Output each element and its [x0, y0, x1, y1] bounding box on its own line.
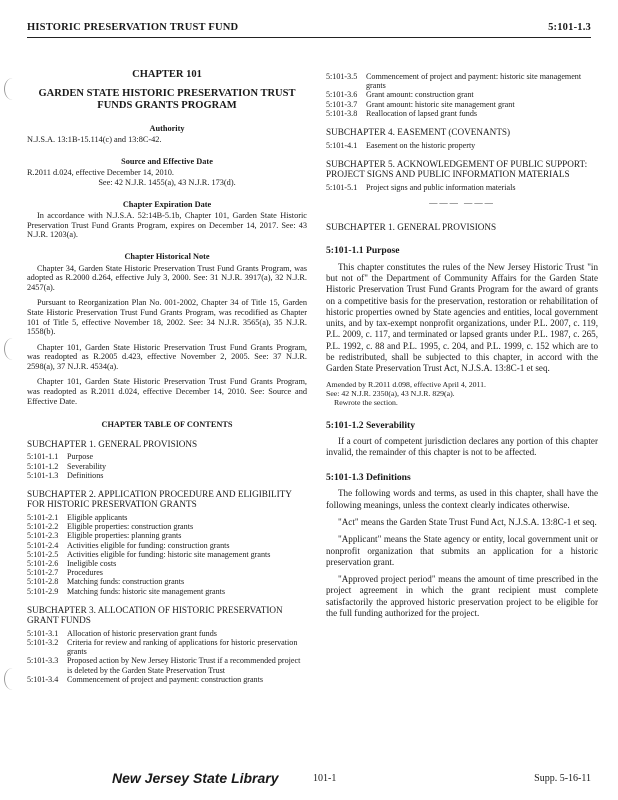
library-stamp: New Jersey State Library — [112, 770, 279, 786]
toc-entry[interactable]: 5:101-2.8 Matching funds: construction grants — [27, 577, 185, 587]
toc-subchapter-2-title: SUBCHAPTER 2. APPLICATION PROCEDURE AND ELIGIBILITY FOR HISTORIC PRESERVATION GRANTS — [27, 488, 292, 510]
history-para-3: Chapter 101, Garden State Historic Preservation Trust Fund Grants Program, was readopted as R.2005 d.423, effective November 2, 2005. See: 37 N.J.R. 2598(a), 37 N.J.R. 4534(a). — [27, 342, 307, 371]
right-column — [326, 48, 598, 619]
toc-entry[interactable]: 5:101-3.8 Reallocation of lapsed grant funds — [326, 108, 478, 118]
toc-entry[interactable]: 5:101-3.3 Proposed action by New Jersey Historic Trust if a recommended project is deleted by the Garden State Preservation Trust — [27, 656, 301, 675]
history-heading: Chapter Historical Note — [124, 251, 210, 261]
header-section: 5:101-1.3 — [548, 22, 591, 33]
toc-entry[interactable]: 5:101-3.1 Allocation of historic preservation grant funds — [27, 628, 217, 638]
header-title: HISTORIC PRESERVATION TRUST FUND — [27, 22, 239, 33]
definition-act: "Act" means the Garden State Trust Fund Act, N.J.S.A. 13:8C-1 et seq. — [338, 516, 597, 527]
source-heading: Source and Effective Date — [121, 156, 213, 166]
purpose-body — [326, 262, 598, 375]
chapter-number: CHAPTER 101 — [132, 69, 202, 80]
severability-heading: 5:101-1.2 Severability — [326, 419, 415, 431]
definitions-body — [326, 488, 598, 619]
toc-entry[interactable]: 5:101-4.1 Easement on the historic property — [326, 140, 476, 150]
history-para-1: Chapter 34, Garden State Historic Preservation Trust Fund Grants Program, was adopted as R.2000 d.264, effective July 3, 2000. See: 31 N.J.R. 3917(a), 32 N.J.R. 2457(a). — [27, 263, 307, 292]
chapter-name: GARDEN STATE HISTORIC PRESERVATION TRUST FUNDS GRANTS PROGRAM — [38, 87, 296, 111]
section-divider: ——— ——— — [429, 197, 495, 207]
amendment-note — [326, 380, 598, 407]
left-column — [27, 48, 307, 684]
severability-text: If a court of competent jurisdiction declares any portion of this chapter invalid, the remainder of this chapter is not to be affected. — [326, 436, 598, 458]
history-para-2: Pursuant to Reorganization Plan No. 001-2002, Chapter 34 of Title 15, Garden State Historic Preservation Trust Fund Grants Program, was recodified as Chapter 101 of Title 5, effective November 18, 2002. See: 34 N.J.R. 3565(a), 35 N.J.R. 1558(b). — [27, 298, 307, 337]
toc-heading: CHAPTER TABLE OF CONTENTS — [101, 420, 233, 430]
amendment-line-3: Rewrote the section. — [334, 397, 398, 407]
toc-entry[interactable]: 5:101-5.1 Project signs and public information materials — [326, 182, 516, 192]
expiration-text: In accordance with N.J.S.A. 52:14B-5.1b, Chapter 101, Garden State Historic Preservation Trust Fund Grants Program, expires on December 14, 2017. See: 43 N.J.R. 1203(a). — [27, 211, 307, 240]
hole-punch-mark — [4, 668, 21, 690]
definitions-intro: The following words and terms, as used in this chapter, shall have the following meanings, unless the context clearly indicates otherwise. — [326, 488, 598, 510]
authority-heading: Authority — [149, 123, 185, 133]
source-line-1: R.2011 d.024, effective December 14, 2010. — [27, 168, 174, 178]
toc-entry[interactable]: 5:101-2.4 Activities eligible for funding: construction grants — [27, 540, 230, 550]
toc-entry[interactable]: 5:101-3.2 Criteria for review and ranking of applications for historic preservation grants — [27, 637, 298, 657]
toc-entry[interactable]: 5:101-2.6 Ineligible costs — [27, 558, 117, 568]
toc-entry[interactable]: 5:101-3.6 Grant amount: construction grant — [326, 90, 474, 100]
purpose-text: This chapter constitutes the rules of the New Jersey Historic Trust "in but not of" the Department of Community Affairs for the Garden State Historic Preservation Trust Fund Grants Program for the award of grants on a competitive basis for the preservation, restoration or rehabilitation of historic properties owned by State agencies and entities, local government units, and by tax-exempt nonprofit organizations, under P.L. 2007, c. 119, P.L. 2009, c. 117, and terminated or lapsed grants under P.L. 1987, c. 265, P.L. 1992, c. 88 and P.L. 1995, c. 204, and P.L. 1999, c. 152 which are to be redistributed, shall be subjected to this chapter, in accord with the Garden State Preservation Trust Act, N.J.S.A. 13:8C-1 et seq. — [326, 261, 598, 374]
history-para-4: Chapter 101, Garden State Historic Preservation Trust Fund Grants Program, was readopted as R.2011 d.024, effective December 14, 2010. See: Source and Effective Date. — [27, 377, 307, 406]
toc-subchapter-4-list — [326, 141, 598, 150]
toc-entry[interactable]: 5:101-2.3 Eligible properties: planning grants — [27, 531, 182, 541]
hole-punch-mark — [4, 78, 21, 100]
toc-entry[interactable]: 5:101-3.7 Grant amount: historic site management grant — [326, 99, 515, 109]
toc-entry[interactable]: 5:101-2.7 Procedures — [27, 568, 103, 578]
definition-approved-project-period: "Approved project period" means the amount of time prescribed in the project agreement in which the grant recipient must complete satisfactorily the approved historic preservation project to be eligible for the full funding authorized for the project. — [326, 574, 598, 619]
toc-subchapter-1-list — [27, 452, 307, 480]
purpose-heading: 5:101-1.1 Purpose — [326, 245, 400, 257]
toc-entry[interactable]: 5:101-2.1 Eligible applicants — [27, 512, 128, 522]
toc-subchapter-5-list — [326, 183, 598, 192]
supplement-date: Supp. 5-16-11 — [534, 773, 591, 784]
page-number: 101-1 — [313, 773, 337, 784]
toc-subchapter-3-title: SUBCHAPTER 3. ALLOCATION OF HISTORIC PRESERVATION GRANT FUNDS — [27, 604, 283, 626]
toc-entry[interactable]: 5:101-2.5 Activities eligible for funding: historic site management grants — [27, 549, 271, 559]
page-footer — [27, 770, 591, 788]
toc-entry[interactable]: 5:101-3.4 Commencement of project and payment: construction grants — [27, 674, 263, 684]
toc-entry[interactable]: 5:101-1.2 Severability — [27, 461, 107, 471]
header-rule — [27, 37, 591, 38]
toc-entry[interactable]: 5:101-1.3 Definitions — [27, 470, 104, 480]
toc-subchapter-2-list — [27, 513, 307, 596]
toc-entry[interactable]: 5:101-2.9 Matching funds: historic site management grants — [27, 586, 226, 596]
toc-entry[interactable]: 5:101-2.2 Eligible properties: construction grants — [27, 522, 194, 532]
amendment-line-1: Amended by R.2011 d.098, effective April 4, 2011. — [326, 379, 486, 389]
toc-subchapter-3-continued — [326, 72, 598, 118]
toc-subchapter-1-title: SUBCHAPTER 1. GENERAL PROVISIONS — [27, 438, 198, 449]
toc-subchapter-3-list — [27, 629, 307, 684]
authority-text: N.J.S.A. 13:1B-15.114(c) and 13:8C-42. — [27, 135, 162, 145]
toc-entry[interactable]: 5:101-1.1 Purpose — [27, 452, 94, 462]
definition-applicant: "Applicant" means the State agency or entity, local government unit or nonprofit organization that submits an application for a historic preservation grant. — [326, 534, 598, 567]
subchapter-1-heading: SUBCHAPTER 1. GENERAL PROVISIONS — [326, 221, 497, 232]
running-header — [27, 22, 591, 36]
definitions-heading: 5:101-1.3 Definitions — [326, 471, 411, 483]
toc-subchapter-4-title: SUBCHAPTER 4. EASEMENT (COVENANTS) — [326, 127, 511, 138]
toc-subchapter-5-title: SUBCHAPTER 5. ACKNOWLEDGEMENT OF PUBLIC SUPPORT: PROJECT SIGNS AND PUBLIC INFORMATION MATERIALS — [326, 158, 588, 180]
source-line-2: See: 42 N.J.R. 1455(a), 43 N.J.R. 173(d). — [98, 177, 236, 187]
expiration-heading: Chapter Expiration Date — [122, 199, 212, 209]
toc-entry[interactable]: 5:101-3.5 Commencement of project and payment: historic site management grants — [326, 72, 582, 91]
hole-punch-mark — [4, 338, 21, 360]
amendment-line-2: See: 42 N.J.R. 2350(a), 43 N.J.R. 829(a). — [326, 388, 455, 398]
severability-body — [326, 436, 598, 459]
